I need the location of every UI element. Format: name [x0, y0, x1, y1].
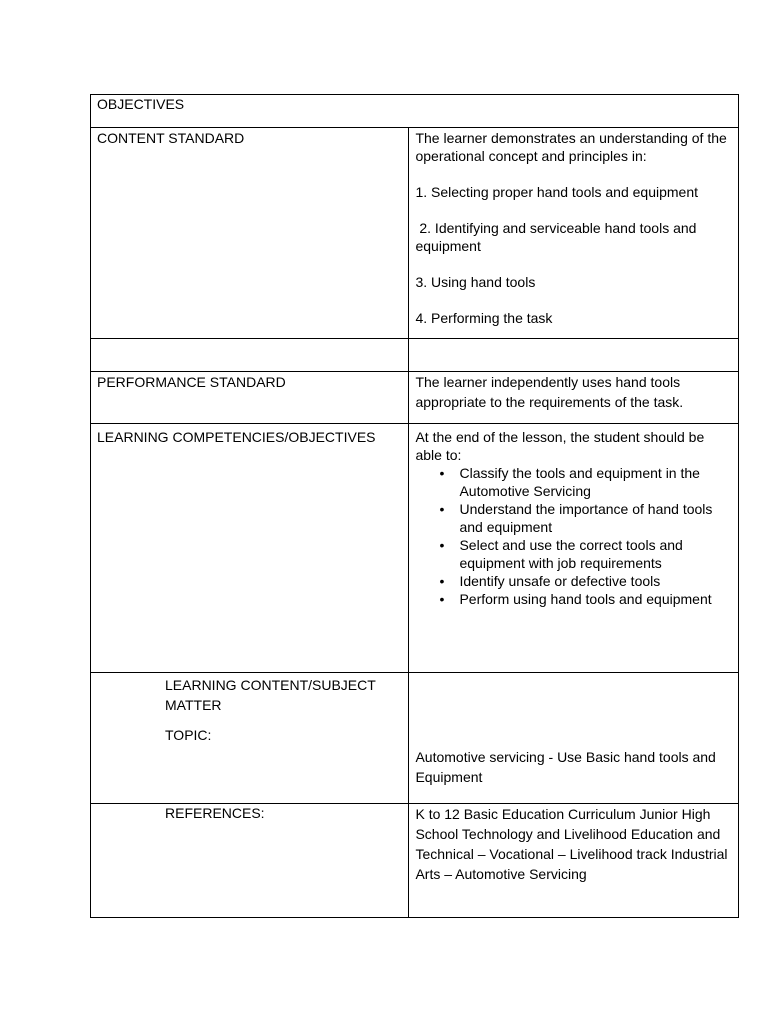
competency-list [415, 464, 732, 608]
learning-competencies-value-cell [409, 424, 739, 673]
learning-competencies-row [91, 424, 739, 673]
content-standard-item: 3. Using hand tools [415, 274, 536, 290]
references-value-cell [409, 804, 739, 918]
competency-item: • Select and use the correct tools and equipment with job requirements [459, 536, 732, 572]
competency-item: • Perform using hand tools and equipment [459, 590, 732, 608]
empty-cell-left [91, 339, 409, 372]
lesson-plan-table [90, 94, 739, 918]
performance-standard-label: PERFORMANCE STANDARD [97, 374, 286, 390]
content-standard-label: CONTENT STANDARD [97, 130, 245, 146]
content-standard-intro: The learner demonstrates an understanding of the operational concept and principles in: [415, 130, 727, 164]
references-row [91, 804, 739, 918]
competency-item: • Identify unsafe or defective tools [459, 572, 732, 590]
references-label: REFERENCES: [165, 805, 265, 821]
references-label-cell [91, 804, 409, 918]
performance-standard-label-cell [91, 372, 409, 424]
competency-item: • Understand the importance of hand tools and equipment [459, 500, 732, 536]
learning-content-label: LEARNING CONTENT/SUBJECT MATTER [165, 677, 376, 713]
performance-standard-value-cell [409, 372, 739, 424]
content-standard-item: 1. Selecting proper hand tools and equipment [415, 184, 698, 200]
learning-content-value-cell [409, 673, 739, 804]
performance-standard-text: The learner independently uses hand tools appropriate to the requirements of the task. [415, 374, 684, 410]
empty-row [91, 339, 739, 372]
content-standard-item: 2. Identifying and serviceable hand tools and equipment [415, 220, 701, 254]
learning-content-row [91, 673, 739, 804]
topic-text: Automotive servicing - Use Basic hand tools and Equipment [415, 749, 716, 785]
competency-item: • Classify the tools and equipment in the Automotive Servicing [459, 464, 732, 500]
content-standard-value-cell [409, 128, 739, 339]
objectives-header-cell [91, 95, 739, 128]
objectives-header: OBJECTIVES [97, 96, 185, 112]
learning-competencies-label: LEARNING COMPETENCIES/OBJECTIVES [97, 429, 376, 445]
content-standard-row [91, 128, 739, 339]
learning-competencies-label-cell [91, 424, 409, 673]
content-standard-label-cell [91, 128, 409, 339]
learning-content-label-cell [91, 673, 409, 804]
objectives-row [91, 95, 739, 128]
empty-cell-right [409, 339, 739, 372]
topic-label: TOPIC: [165, 727, 212, 743]
content-standard-item: 4. Performing the task [415, 310, 553, 326]
references-text: K to 12 Basic Education Curriculum Junior High School Technology and Livelihood Education and Technical – Vocational – Livelihood track Industrial Arts – Automotive Servicing [415, 806, 728, 882]
learning-competencies-intro: At the end of the lesson, the student should be able to: [415, 429, 705, 463]
performance-standard-row [91, 372, 739, 424]
